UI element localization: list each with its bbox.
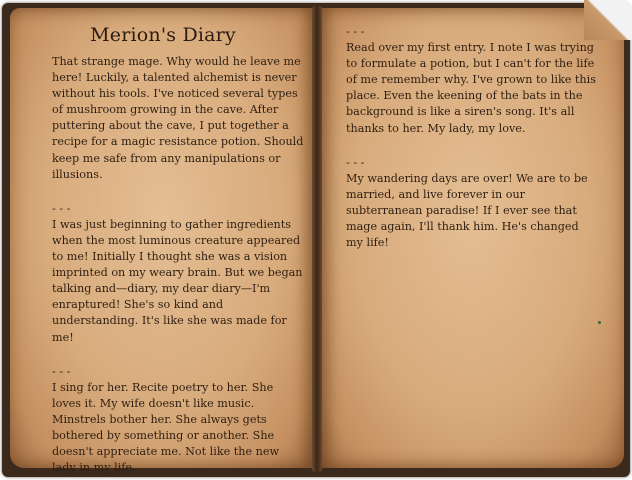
entry-separator: - - - [52,201,71,215]
book-spine [312,6,322,472]
right-page-text [346,24,598,251]
diary-entry-paragraph: My wandering days are over! We are to be married, and live forever in our subterranean paradise! If I ever see that mage again, I'll thank him. He's changed my life! [346,171,588,250]
entry-separator: - - - [52,364,71,378]
entry-separator: - - - [346,25,365,38]
diary-entry-paragraph: I was just beginning to gather ingredients when the most luminous creature appeared to me! Initially I thought she was a vision imprinted on my weary brain. But we began talking and—diary, my dear diary—I'm enraptured! She's so kind and understanding. It's like she was made for me! [52,217,303,344]
book-title: Merion's Diary [90,24,236,46]
ink-speck [598,321,601,324]
left-page-text [52,54,304,476]
entry-separator: - - - [346,155,365,169]
diary-entry-paragraph: That strange mage. Why would he leave me here! Luckily, a talented alchemist is never without his tools. I've noticed several types of mushroom growing in the cave. After puttering about the cave, I put together a recipe for a magic resistance potion. Should keep me safe from any manipulations or illusions. [52,55,304,181]
diary-entry-paragraph: I sing for her. Recite poetry to her. She loves it. My wife doesn't like music. Minstrels bother her. She always gets bothered by something or another. She doesn't appreciate me. Not like the new lady in my life. [52,380,280,475]
diary-entry-paragraph: Read over my first entry. I note I was trying to formulate a potion, but I can't for the life of me remember why. I've grown to like this place. Even the keening of the bats in the background is like a siren's song. It's all thanks to her. My lady, my love. [346,41,596,135]
